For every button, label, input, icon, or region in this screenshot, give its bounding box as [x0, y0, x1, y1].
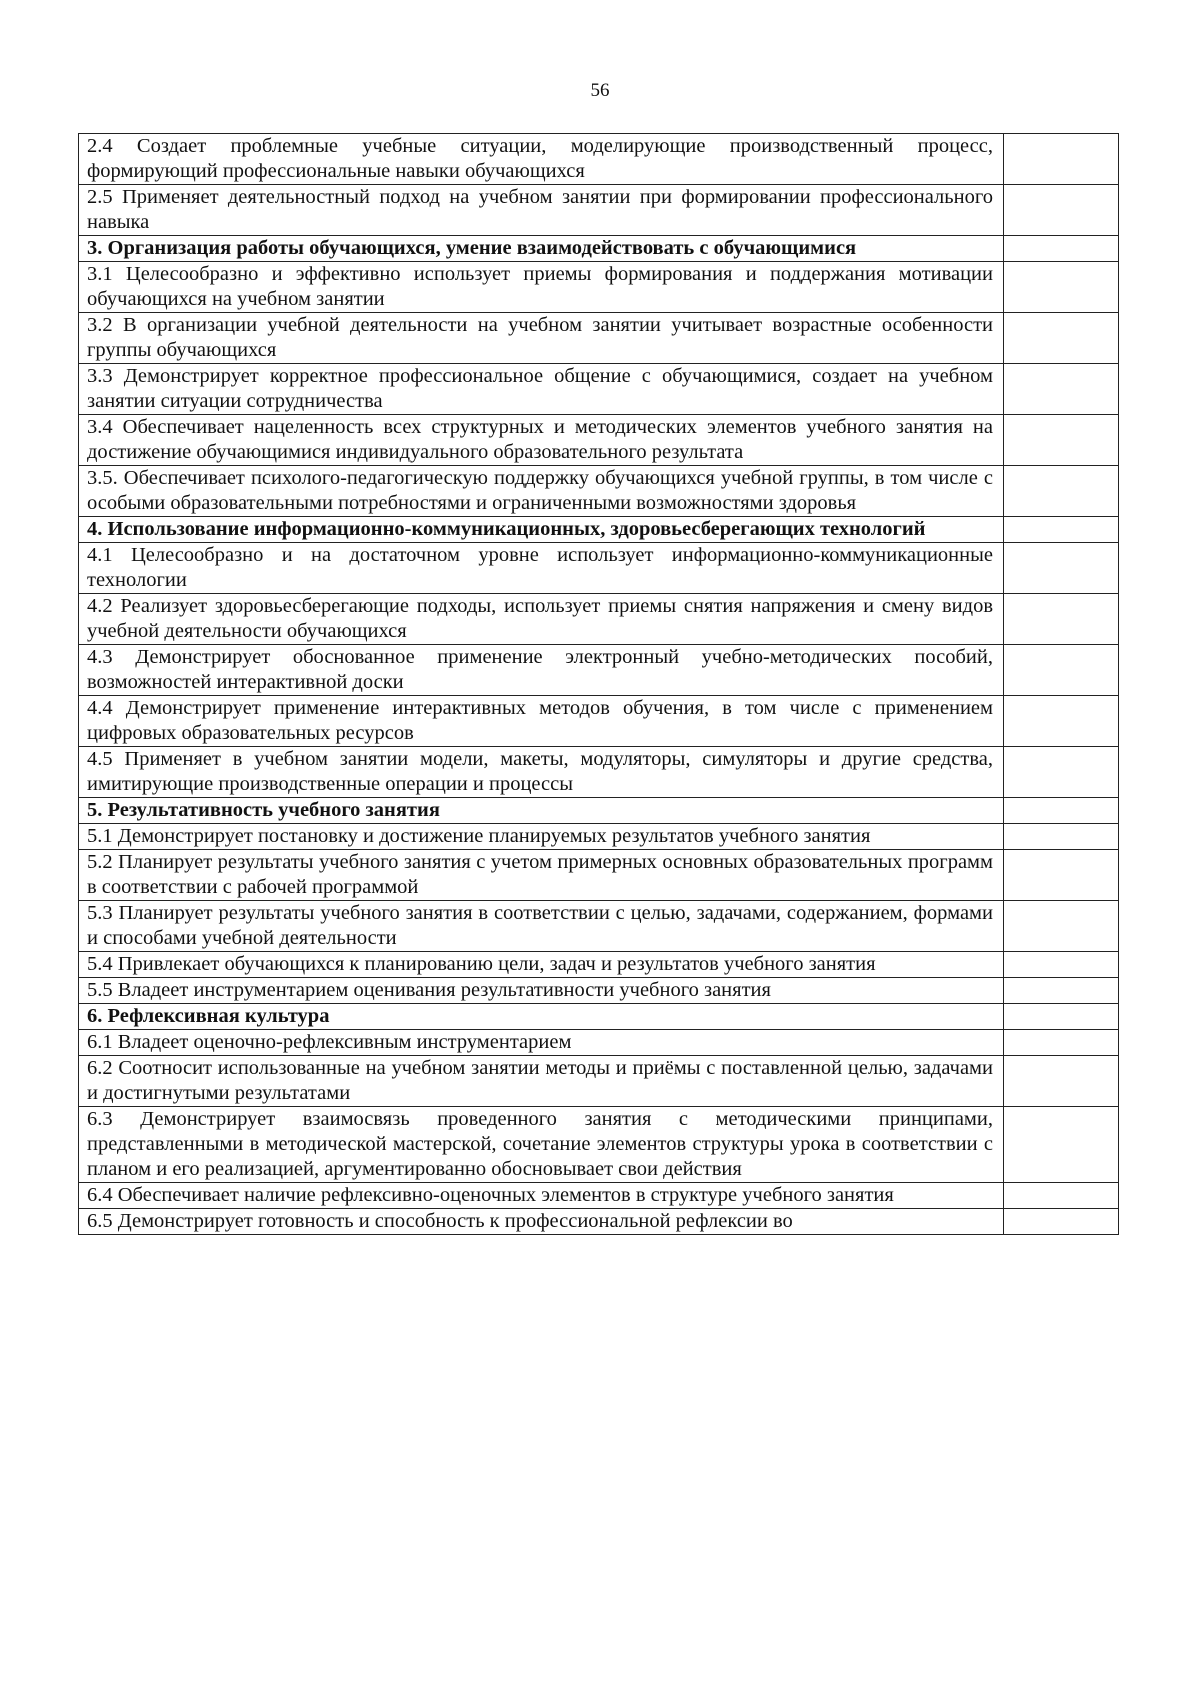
score-cell: [1004, 364, 1119, 415]
score-cell: [1004, 1209, 1119, 1235]
section-heading-text: 6. Рефлексивная культура: [79, 1004, 1004, 1030]
section-heading-text: 3. Организация работы обучающихся, умение взаимодействовать с обучающимися: [79, 236, 1004, 262]
criterion-text: 4.1 Целесообразно и на достаточном уровне использует информационно-коммуникационные технологии: [79, 543, 1004, 594]
criterion-text: 6.5 Демонстрирует готовность и способность к профессиональной рефлексии во: [79, 1209, 1004, 1235]
criterion-text: 5.4 Привлекает обучающихся к планированию цели, задач и результатов учебного занятия: [79, 952, 1004, 978]
criterion-text: 6.1 Владеет оценочно-рефлексивным инструментарием: [79, 1030, 1004, 1056]
criterion-row: [79, 952, 1119, 978]
score-cell: [1004, 466, 1119, 517]
criterion-row: [79, 1030, 1119, 1056]
criteria-table: [78, 133, 1119, 1235]
score-cell: [1004, 1183, 1119, 1209]
criterion-text: 5.3 Планирует результаты учебного занятия в соответствии с целью, задачами, содержанием, формами и способами учебной деятельности: [79, 901, 1004, 952]
criterion-row: [79, 1183, 1119, 1209]
score-cell: [1004, 747, 1119, 798]
criterion-text: 6.3 Демонстрирует взаимосвязь проведенного занятия с методическими принципами, представленными в методической мастерской, сочетание элементов структуры урока в соответствии с планом и его реализацией, аргументированно обосновывает свои действия: [79, 1107, 1004, 1183]
score-cell: [1004, 1030, 1119, 1056]
score-cell: [1004, 134, 1119, 185]
criterion-row: [79, 1107, 1119, 1183]
criterion-text: 6.4 Обеспечивает наличие рефлексивно-оценочных элементов в структуре учебного занятия: [79, 1183, 1004, 1209]
score-cell: [1004, 798, 1119, 824]
score-cell: [1004, 901, 1119, 952]
section-heading-text: 4. Использование информационно-коммуникационных, здоровьесберегающих технологий: [79, 517, 1004, 543]
section-heading-row: [79, 236, 1119, 262]
score-cell: [1004, 543, 1119, 594]
score-cell: [1004, 415, 1119, 466]
score-cell: [1004, 978, 1119, 1004]
criterion-text: 3.3 Демонстрирует корректное профессиональное общение с обучающимися, создает на учебном занятии ситуации сотрудничества: [79, 364, 1004, 415]
score-cell: [1004, 850, 1119, 901]
criterion-row: [79, 364, 1119, 415]
criterion-row: [79, 134, 1119, 185]
criterion-text: 5.2 Планирует результаты учебного занятия с учетом примерных основных образовательных программ в соответствии с рабочей программой: [79, 850, 1004, 901]
criterion-text: 4.3 Демонстрирует обоснованное применение электронный учебно-методических пособий, возможностей интерактивной доски: [79, 645, 1004, 696]
criterion-text: 5.5 Владеет инструментарием оценивания результативности учебного занятия: [79, 978, 1004, 1004]
criterion-row: [79, 262, 1119, 313]
section-heading-row: [79, 798, 1119, 824]
criterion-text: 2.4 Создает проблемные учебные ситуации, моделирующие производственный процесс, формирующий профессиональные навыки обучающихся: [79, 134, 1004, 185]
criterion-row: [79, 1056, 1119, 1107]
score-cell: [1004, 594, 1119, 645]
criterion-row: [79, 696, 1119, 747]
score-cell: [1004, 517, 1119, 543]
score-cell: [1004, 1056, 1119, 1107]
criterion-text: 4.2 Реализует здоровьесберегающие подходы, использует приемы снятия напряжения и смену видов учебной деятельности обучающихся: [79, 594, 1004, 645]
score-cell: [1004, 313, 1119, 364]
criterion-row: [79, 1209, 1119, 1235]
criterion-row: [79, 850, 1119, 901]
criterion-text: 6.2 Соотносит использованные на учебном занятии методы и приёмы с поставленной целью, задачами и достигнутыми результатами: [79, 1056, 1004, 1107]
criterion-text: 4.5 Применяет в учебном занятии модели, макеты, модуляторы, симуляторы и другие средства, имитирующие производственные операции и процессы: [79, 747, 1004, 798]
score-cell: [1004, 952, 1119, 978]
score-cell: [1004, 1004, 1119, 1030]
criterion-row: [79, 901, 1119, 952]
criterion-row: [79, 185, 1119, 236]
score-cell: [1004, 185, 1119, 236]
score-cell: [1004, 262, 1119, 313]
criterion-row: [79, 313, 1119, 364]
section-heading-row: [79, 517, 1119, 543]
criterion-text: 4.4 Демонстрирует применение интерактивных методов обучения, в том числе с применением цифровых образовательных ресурсов: [79, 696, 1004, 747]
section-heading-text: 5. Результативность учебного занятия: [79, 798, 1004, 824]
score-cell: [1004, 236, 1119, 262]
criterion-text: 3.4 Обеспечивает нацеленность всех структурных и методических элементов учебного занятия на достижение обучающимися индивидуального образовательного результата: [79, 415, 1004, 466]
page-number: 56: [590, 80, 610, 101]
score-cell: [1004, 824, 1119, 850]
criterion-row: [79, 466, 1119, 517]
criterion-row: [79, 978, 1119, 1004]
score-cell: [1004, 696, 1119, 747]
criterion-row: [79, 747, 1119, 798]
criterion-row: [79, 543, 1119, 594]
criterion-text: 2.5 Применяет деятельностный подход на учебном занятии при формировании профессионального навыка: [79, 185, 1004, 236]
criterion-text: 5.1 Демонстрирует постановку и достижение планируемых результатов учебного занятия: [79, 824, 1004, 850]
score-cell: [1004, 1107, 1119, 1183]
criterion-row: [79, 594, 1119, 645]
criterion-text: 3.1 Целесообразно и эффективно использует приемы формирования и поддержания мотивации обучающихся на учебном занятии: [79, 262, 1004, 313]
section-heading-row: [79, 1004, 1119, 1030]
score-cell: [1004, 645, 1119, 696]
criterion-row: [79, 415, 1119, 466]
criterion-text: 3.2 В организации учебной деятельности на учебном занятии учитывает возрастные особенности группы обучающихся: [79, 313, 1004, 364]
criterion-row: [79, 824, 1119, 850]
criterion-row: [79, 645, 1119, 696]
criteria-table-body: [79, 134, 1119, 1235]
criterion-text: 3.5. Обеспечивает психолого-педагогическую поддержку обучающихся учебной группы, в том числе с особыми образовательными потребностями и ограниченными возможностями здоровья: [79, 466, 1004, 517]
